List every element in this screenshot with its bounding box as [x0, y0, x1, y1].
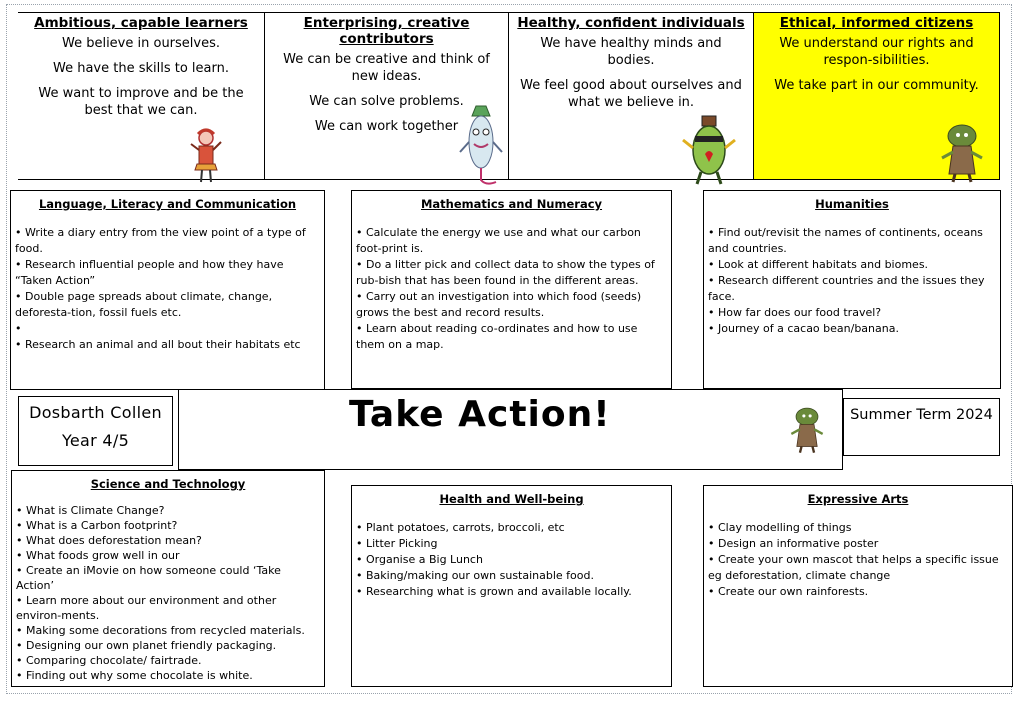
area-science	[11, 470, 325, 687]
pillar-title: Ethical, informed citizens	[779, 15, 974, 31]
area-title: Humanities	[815, 197, 889, 211]
area-humanities	[703, 190, 1001, 389]
list-item: • Look at different habitats and biomes.	[708, 257, 996, 273]
list-item: • Research different countries and the issues they face.	[708, 273, 996, 305]
tree-character-icon	[939, 122, 985, 184]
bottle-superhero-icon	[681, 114, 737, 186]
tree-character-icon	[789, 402, 825, 458]
list-item: • Researching what is grown and available locally.	[356, 584, 667, 600]
list-item: • Litter Picking	[356, 536, 667, 552]
list-item: • Create an iMovie on how someone could ‘Take Action’	[16, 563, 320, 593]
pillar-title: Ambitious, capable learners	[34, 15, 248, 31]
pencil-character-icon	[456, 104, 506, 188]
pillar-line: We want to improve and be the best that we can.	[38, 86, 244, 118]
area-title: Health and Well-being	[439, 492, 584, 506]
area-health	[351, 485, 672, 687]
list-item	[15, 321, 320, 337]
list-item: • What is a Carbon footprint?	[16, 518, 320, 533]
pillar-title: Healthy, confident individuals	[517, 15, 745, 31]
area-title: Language, Literacy and Communication	[38, 197, 297, 211]
list-item: • Finding out why some chocolate is white.	[16, 668, 320, 683]
pillar-line: We can be creative and think of new ideas.	[283, 52, 490, 84]
list-item: • Organise a Big Lunch	[356, 552, 667, 568]
list-item: • Design an informative poster	[708, 536, 1008, 552]
pillar-ambitious	[18, 12, 265, 180]
list-item: • Do a litter pick and collect data to show the types of rub-bish that has been found in the different areas.	[356, 257, 667, 289]
teacher-name: Dosbarth Collen	[29, 403, 162, 422]
list-item: • Baking/making our own sustainable food.	[356, 568, 667, 584]
pillar-line: We can solve problems.	[309, 94, 464, 109]
list-item: • Double page spreads about climate, change, deforesta-tion, fossil fuels etc.	[15, 289, 320, 321]
list-item: • Plant potatoes, carrots, broccoli, etc	[356, 520, 667, 536]
pillar-line: We believe in ourselves.	[61, 36, 221, 51]
list-item: • Research influential people and how they have “Taken Action”	[15, 257, 320, 289]
pillar-line: We feel good about ourselves and what we believe in.	[520, 78, 742, 110]
list-item: • Carry out an investigation into which food (seeds) grows the best and record results.	[356, 289, 667, 321]
area-language	[10, 190, 325, 390]
area-arts	[703, 485, 1013, 687]
pillar-line: We can work together	[314, 119, 459, 134]
area-title: Mathematics and Numeracy	[420, 197, 603, 211]
pillar-line: We have the skills to learn.	[52, 61, 229, 76]
list-item: • Write a diary entry from the view point of a type of food.	[15, 225, 320, 257]
pillar-line: We take part in our community.	[774, 78, 979, 93]
list-item: • How far does our food travel?	[708, 305, 996, 321]
list-item: • Learn about reading co-ordinates and how to use them on a map.	[356, 321, 667, 353]
list-item: • Learn more about our environment and other environ-ments.	[16, 593, 320, 623]
list-item: • Calculate the energy we use and what our carbon foot-print is.	[356, 225, 667, 257]
area-maths	[351, 190, 672, 389]
list-item: • Clay modelling of things	[708, 520, 1008, 536]
term-box	[843, 398, 1000, 456]
list-item: • Create our own rainforests.	[708, 584, 1008, 600]
list-item: • Making some decorations from recycled materials.	[16, 623, 320, 638]
pillar-title: Enterprising, creative contributors	[303, 15, 470, 47]
list-item: • Journey of a cacao bean/banana.	[708, 321, 996, 337]
class-name-box	[18, 396, 173, 466]
pillar-line: We have healthy minds and bodies.	[540, 36, 722, 68]
page-title: Take Action!	[349, 394, 611, 435]
title-box	[178, 389, 843, 470]
class-year: Year 4/5	[61, 431, 130, 450]
area-title: Expressive Arts	[807, 492, 909, 506]
list-item: • Comparing chocolate/ fairtrade.	[16, 653, 320, 668]
list-item: • Research an animal and all bout their habitats etc	[15, 337, 320, 353]
list-item: • What does deforestation mean?	[16, 533, 320, 548]
girl-character-icon	[186, 128, 226, 184]
list-item: • What is Climate Change?	[16, 503, 320, 518]
term-label: Summer Term 2024	[850, 407, 993, 423]
list-item: • Designing our own planet friendly packaging.	[16, 638, 320, 653]
list-item: • What foods grow well in our	[16, 548, 320, 563]
list-item: • Find out/revisit the names of continents, oceans and countries.	[708, 225, 996, 257]
area-title: Science and Technology	[90, 477, 246, 491]
list-item: • Create your own mascot that helps a specific issue eg deforestation, climate change	[708, 552, 1008, 584]
pillar-line: We understand our rights and respon-sibilities.	[779, 36, 974, 68]
